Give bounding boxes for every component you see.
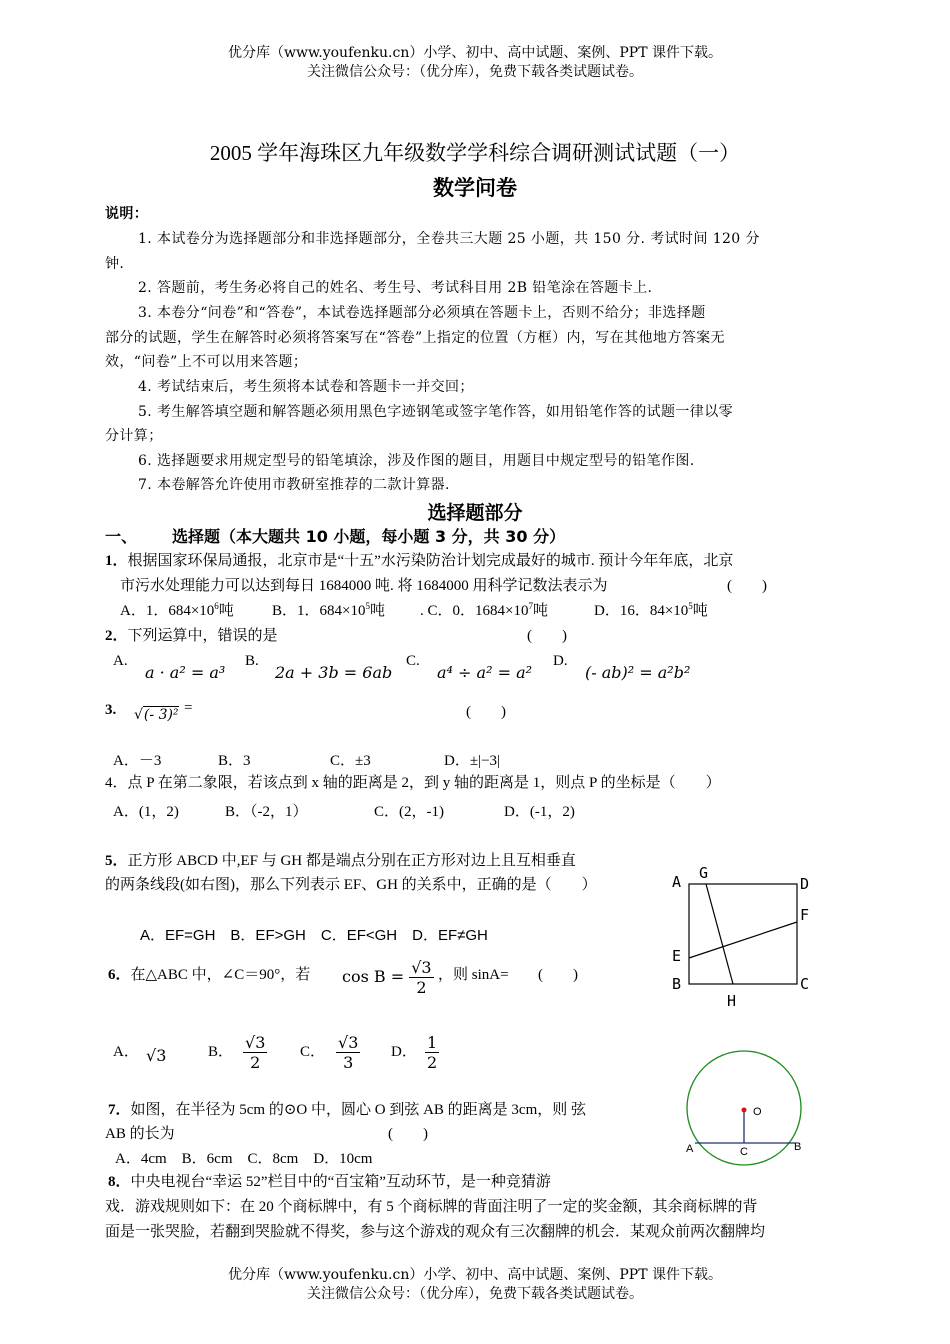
q2-option-b-label[interactable]: B. [245, 653, 259, 669]
segment-ef [689, 922, 797, 958]
q6-option-b-label[interactable]: B． [208, 1044, 234, 1060]
q5-options[interactable]: A．EF=GH B．EF>GH C．EF<GH D．EF≠GH [140, 927, 488, 944]
q6-cos-expression [342, 958, 434, 997]
q1-option-a-text: A．1．684×10 [120, 603, 215, 619]
q8-text3: 面是一张哭脸，若翻到哭脸就不得奖，参与这个游戏的观众有三次翻牌的机会．某观众前两次翻牌均 [105, 1224, 766, 1240]
q6-text-after: ，则 sinA= [438, 967, 509, 983]
fig-label-g: G [699, 864, 709, 882]
q3-paren: ( ) [466, 704, 506, 720]
q5-num: 5． [105, 853, 128, 869]
q4-option-d[interactable]: D．(-1，2) [504, 804, 575, 820]
q6-option-d-fraction [425, 1033, 439, 1072]
q1-text1: 根据国家环保局通报，北京市是“十五”水污染防治计划完成最好的城市. 预计今年年底，北京 [127, 553, 734, 569]
q6-text-line [108, 963, 310, 984]
q6-option-a-label[interactable]: A． [113, 1044, 139, 1060]
q5-square-figure [665, 860, 825, 1010]
q8-num: 8． [108, 1174, 131, 1190]
q4-option-c[interactable]: C．(2，-1) [374, 804, 444, 820]
square-abcd [689, 884, 797, 984]
q1-option-a-unit: 吨 [218, 603, 234, 619]
q5-text2: 的两条线段(如右图)，那么下列表示 EF、GH 的关系中，正确的是（ ） [105, 877, 597, 893]
q6-option-a-value: √3 [146, 1046, 167, 1065]
q3-num: 3. [105, 702, 117, 718]
q2-text-line [105, 624, 278, 645]
q6-paren: ( ) [538, 967, 578, 983]
note-3b: 部分的试题，学生在解答时必须将答案写在“答卷”上指定的位置（方框）内，写在其他地方答案无 [105, 330, 725, 346]
q6-option-d-num: 1 [427, 1033, 438, 1052]
q7-circle-figure [680, 1050, 810, 1168]
fig-label-b: B [794, 1141, 802, 1153]
q8-text2: 戏．游戏规则如下：在 20 个商标牌中，有 5 个商标牌的背面注明了一定的奖金额，其余商标牌的背 [105, 1199, 758, 1215]
q6-option-d-den: 2 [427, 1053, 438, 1072]
q2-option-c-label[interactable]: C. [406, 653, 420, 669]
q4-option-b[interactable]: B．（-2，1） [225, 804, 308, 820]
q1-option-d-text: D．16．84×10 [594, 603, 689, 619]
q3-option-b[interactable]: B．3 [218, 753, 251, 769]
q7-text1: 如图，在半径为 5cm 的⊙O 中，圆心 O 到弦 AB 的距离是 3cm，则 弦 [130, 1102, 586, 1118]
q1-option-b-exp: 5 [365, 601, 370, 611]
q2-option-d-label[interactable]: D. [553, 653, 568, 669]
q3-option-c[interactable]: C．±3 [330, 753, 371, 769]
q7-paren: ( ) [388, 1126, 428, 1142]
q7-num: 7． [108, 1102, 131, 1118]
page-title: 2005 学年海珠区九年级数学学科综合调研测试试题（一） [209, 141, 741, 165]
q6-option-b-den: 2 [250, 1053, 261, 1072]
q1-option-d-unit: 吨 [692, 603, 708, 619]
fig-label-b: B [672, 975, 682, 993]
q1-num: 1． [105, 553, 128, 569]
q3-option-a[interactable]: A．－3 [113, 753, 162, 769]
note-5a: 5. 考生解答填空题和解答题必须用黑色字迹钢笔或签字笔作答，如用铅笔作答的试题一律以零 [138, 404, 734, 420]
q1-paren: ( ) [727, 578, 767, 594]
q1-text2: 市污水处理能力可以达到每日 1684000 吨. 将 1684000 用科学记数法表示为 [120, 578, 608, 594]
q3-option-d[interactable]: D．±|−3| [444, 753, 501, 769]
note-5b: 分计算； [105, 428, 163, 444]
note-2: 2. 答题前，考生务必将自己的姓名、考生号、考试科目用 2B 铅笔涂在答题卡上. [138, 280, 653, 296]
fig-label-c: C [800, 975, 810, 993]
q1-option-b-text: B．1．684×10 [272, 603, 366, 619]
q1-option-d[interactable] [594, 599, 708, 620]
fig-label-c: C [740, 1146, 748, 1158]
q8-text-line1 [108, 1170, 551, 1191]
q2-text: 下列运算中，错误的是 [127, 628, 278, 644]
q8-text1: 中央电视台“幸运 52”栏目中的“百宝箱”互动环节，是一种竞猜游 [130, 1174, 551, 1190]
q6-option-c-num: √3 [338, 1033, 359, 1052]
notes-heading: 说明： [105, 206, 149, 222]
q1-option-b-unit: 吨 [369, 603, 385, 619]
q7-text2: AB 的长为 [105, 1126, 175, 1142]
q1-option-d-exp: 5 [688, 601, 693, 611]
q2-option-c-math: a⁴ ÷ a² = a² [437, 663, 533, 682]
q7-options[interactable]: A．4cm B．6cm C．8cm D．10cm [115, 1151, 373, 1167]
q1-option-c[interactable] [420, 599, 548, 620]
q3-radicand: (- 3)² [143, 707, 179, 723]
q3-equals: = [184, 700, 193, 716]
q1-option-c-unit: 吨 [532, 603, 548, 619]
note-4: 4. 考试结束后，考生须将本试卷和答题卡一并交回； [138, 379, 474, 395]
q2-paren: ( ) [527, 628, 567, 644]
q2-option-a-math: a · a² = a³ [145, 663, 226, 682]
part1-title: 选择题（本大题共 10 小题，每小题 3 分，共 30 分） [172, 527, 566, 546]
q1-text-line1 [105, 549, 733, 570]
q2-option-b-math: 2a + 3b = 6ab [275, 663, 393, 682]
q6-cos: cos B = [342, 967, 405, 986]
footer-line-1: 优分库（www.youfenku.cn）小学、初中、高中试题、案例、PPT 课件下载。 [227, 1267, 722, 1283]
q6-option-c-label[interactable]: C． [300, 1044, 326, 1060]
q6-option-c-den: 3 [343, 1053, 354, 1072]
q1-option-a[interactable] [120, 599, 234, 620]
q6-cos-fraction [409, 958, 433, 997]
q1-option-c-text: . C．0．1684×10 [420, 603, 529, 619]
fig-label-d: D [800, 875, 810, 893]
q1-option-a-exp: 6 [214, 601, 219, 611]
q1-option-c-exp: 7 [528, 601, 533, 611]
note-1b: 钟. [105, 256, 125, 272]
page-subtitle: 数学问卷 [433, 176, 517, 200]
q6-option-d-label[interactable]: D． [391, 1044, 417, 1060]
q2-option-a-label[interactable]: A. [113, 653, 128, 669]
note-7: 7. 本卷解答允许使用市教研室推荐的二款计算器. [138, 477, 450, 493]
footer-line-2: 关注微信公众号：（优分库），免费下载各类试题试卷。 [307, 1286, 643, 1302]
q5-text-line1 [105, 849, 576, 870]
q5-text1: 正方形 ABCD 中,EF 与 GH 都是端点分别在正方形对边上且互相垂直 [127, 853, 576, 869]
segment-gh [706, 884, 733, 984]
note-3c: 效，“问卷”上不可以用来答题； [105, 354, 308, 370]
section-title: 选择题部分 [427, 502, 523, 524]
fig-label-a: A [686, 1143, 694, 1155]
q6-text: 在△ABC 中，∠C＝90°，若 [130, 967, 311, 983]
q6-option-b-num: √3 [245, 1033, 266, 1052]
q6-cos-num: √3 [411, 958, 432, 977]
q6-option-c-fraction [336, 1033, 360, 1072]
q4-option-a[interactable]: A．(1，2) [113, 804, 179, 820]
note-1a: 1. 本试卷分为选择题部分和非选择题部分，全卷共三大题 25 小题，共 150 分. 考试时间 120 分 [138, 231, 760, 247]
q4-text: 4．点 P 在第二象限，若该点到 x 轴的距离是 2，到 y 轴的距离是 1，则点 P 的坐标是（ ） [105, 775, 721, 791]
q2-num: 2． [105, 628, 128, 644]
fig-label-a: A [672, 873, 682, 891]
note-6: 6. 选择题要求用规定型号的铅笔填涂，涉及作图的题目，用题目中规定型号的铅笔作图. [138, 453, 695, 469]
header-line-1: 优分库（www.youfenku.cn）小学、初中、高中试题、案例、PPT 课件下载。 [227, 45, 722, 61]
header-line-2: 关注微信公众号：（优分库），免费下载各类试题试卷。 [307, 64, 643, 80]
note-3a: 3. 本卷分“问卷”和“答卷”，本试卷选择题部分必须填在答题卡上，否则不给分；非选择题 [138, 305, 706, 321]
q2-option-d-math: (- ab)² = a²b² [585, 663, 691, 682]
q1-option-b[interactable] [272, 599, 385, 620]
q6-cos-den: 2 [416, 978, 427, 997]
q6-num: 6． [108, 967, 131, 983]
q6-option-b-fraction [243, 1033, 267, 1072]
center-point [742, 1108, 747, 1113]
fig-label-o: O [753, 1106, 762, 1118]
fig-label-f: F [800, 906, 810, 924]
part1-num: 一、 [105, 527, 138, 546]
fig-label-h: H [727, 992, 737, 1010]
q7-text-line1 [108, 1098, 586, 1119]
fig-label-e: E [672, 947, 682, 965]
q3-radical: √(- 3)² [134, 707, 179, 723]
